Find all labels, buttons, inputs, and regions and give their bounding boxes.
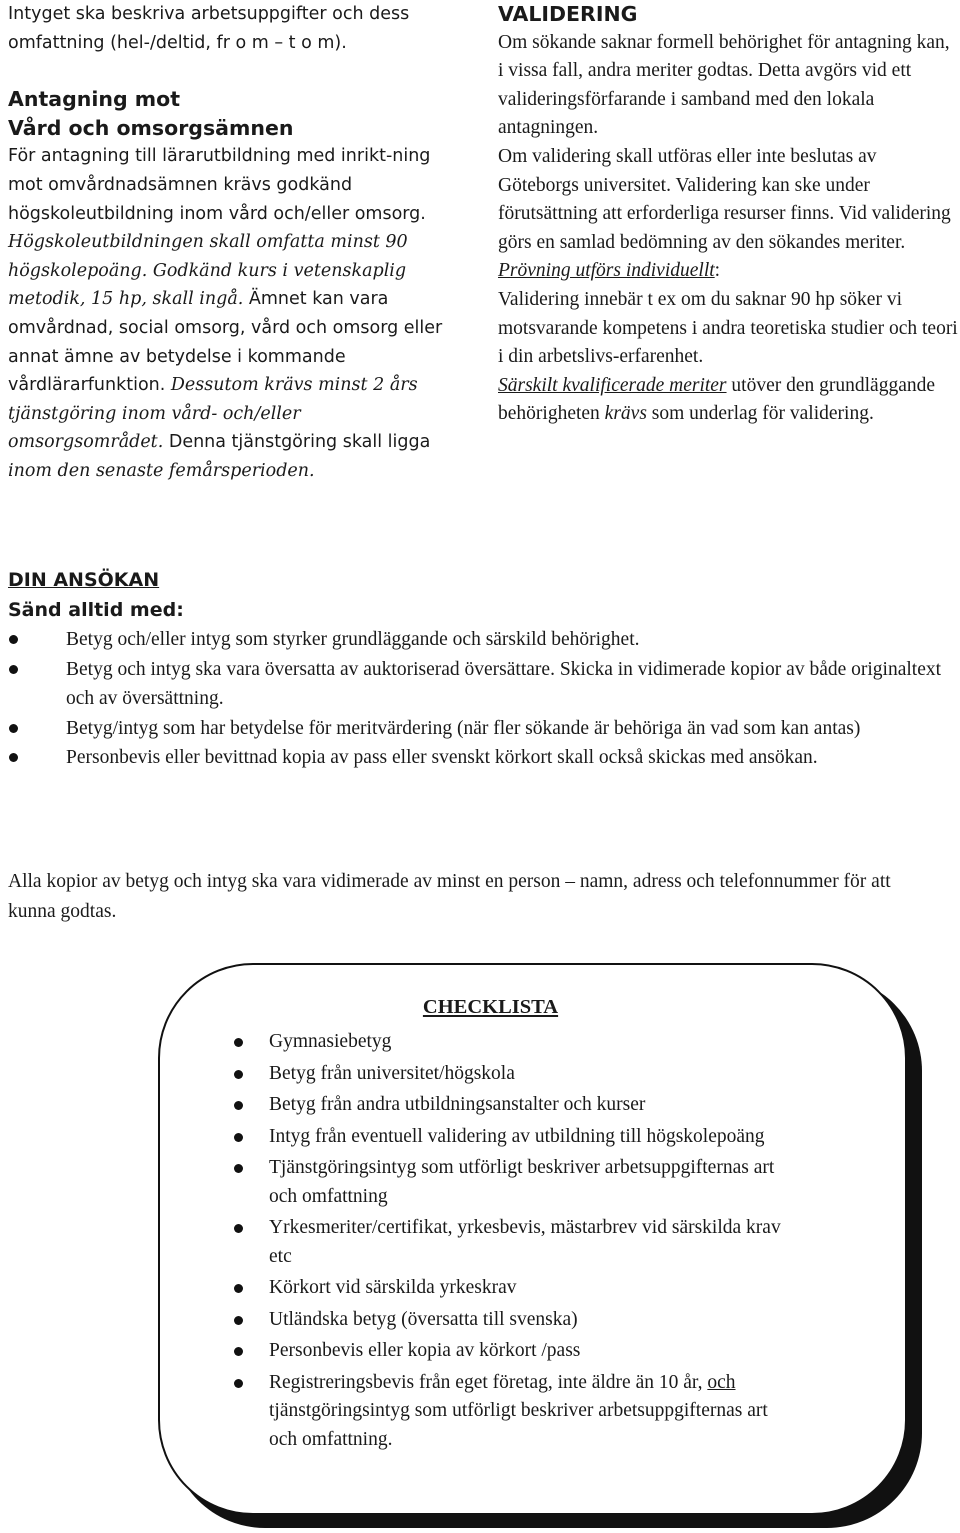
- list-item: Betyg/intyg som har betydelse för meritvärdering (när fler sökande är behöriga än vad som kan antas): [8, 714, 958, 744]
- list-item: Betyg och/eller intyg som styrker grundläggande och särskild behörighet.: [8, 625, 958, 655]
- right-column: [498, 0, 958, 429]
- admission-paragraph: [8, 142, 460, 485]
- heading-line-1: Antagning mot: [8, 87, 181, 112]
- validation-heading: VALIDERING: [498, 2, 638, 26]
- validation-paragraph-5: [498, 372, 958, 429]
- italic-run: Högskoleutbildningen skall omfatta minst 90 högskolepoäng. Godkänd kurs i vetenskaplig metodik, 15 hp, skall ingå.: [8, 232, 408, 310]
- copies-note: Alla kopior av betyg och intyg ska vara vidimerade av minst en person – namn, adress och telefonnummer för att kunna godtas.: [8, 871, 891, 922]
- checklist-title: CHECKLISTA: [422, 996, 559, 1018]
- list-item: Betyg från universitet/högskola: [234, 1060, 794, 1089]
- checklist-list: [234, 1028, 794, 1457]
- application-list: [8, 625, 958, 773]
- text-run: som underlag för validering.: [646, 403, 874, 425]
- section-heading: [8, 85, 460, 142]
- italic-run: krävs: [604, 403, 647, 425]
- list-item: Utländska betyg (översatta till svenska): [234, 1306, 794, 1335]
- text-run: :: [714, 260, 721, 282]
- heading-line-2: Vård och omsorgsämnen: [8, 115, 294, 140]
- application-section: [8, 566, 958, 773]
- list-item: Personbevis eller bevittnad kopia av pass eller svenskt körkort skall också skickas med ansökan.: [8, 743, 958, 773]
- intro-text: Intyget ska beskriva arbetsuppgifter och dess omfattning (hel-/deltid, fr o m – t o m).: [8, 4, 410, 53]
- validation-paragraph-3: [498, 257, 958, 286]
- application-subheading: Sänd alltid med:: [8, 598, 184, 621]
- italic-run: Särskilt kvalificerade meriter: [498, 374, 727, 396]
- list-item: Betyg och intyg ska vara översatta av auktoriserad översättare. Skicka in vidimerade kopior av både originaltext och av översättning.: [8, 655, 958, 714]
- list-item: Tjänstgöringsintyg som utförligt beskriver arbetsuppgifternas art och omfattning: [234, 1154, 794, 1211]
- validation-paragraph-4: Validering innebär t ex om du saknar 90 hp söker vi motsvarande kompetens i andra teoretiska studier och teori i din arbetslivs-erfarenhet.: [498, 288, 958, 368]
- validation-paragraph-2: Om validering skall utföras eller inte beslutas av Göteborgs universitet. Validering kan ske under förutsättning att erforderliga resurser finns. Vid validering görs en samlad bedömning av den sökandes meriter.: [498, 145, 951, 253]
- italic-run: Dessutom krävs minst 2 års tjänstgöring inom vård- och/eller omsorgsområdet.: [8, 375, 418, 453]
- italic-run: Prövning utförs individuellt: [498, 260, 715, 282]
- list-item: [234, 1369, 794, 1455]
- list-item: Körkort vid särskilda yrkeskrav: [234, 1274, 794, 1303]
- text-run: och: [707, 1371, 736, 1393]
- validation-paragraph-1: Om sökande saknar formell behörighet för antagning kan, i vissa fall, andra meriter godtas. Detta avgörs vid ett valideringsförfarande i samband med den lokala antagningen.: [498, 31, 950, 139]
- application-heading: DIN ANSÖKAN: [8, 569, 160, 591]
- left-column: [8, 0, 460, 486]
- text-run: utöver den grundläggande behörigheten: [498, 374, 936, 425]
- list-item: Betyg från andra utbildningsanstalter och kurser: [234, 1091, 794, 1120]
- text-run: Denna tjänstgöring skall ligga: [163, 432, 431, 453]
- text-run: tjänstgöringsintyg som utförligt beskriver arbetsuppgifternas art och omfattning.: [269, 1400, 768, 1450]
- list-item: Personbevis eller kopia av körkort /pass: [234, 1337, 794, 1366]
- text-run: För antagning till lärarutbildning med inrikt-ning mot omvårdnadsämnen krävs godkänd högskoleutbildning inom vård och/eller omsorg.: [8, 146, 431, 224]
- list-item: Intyg från eventuell validering av utbildning till högskolepoäng: [234, 1123, 794, 1152]
- italic-run: inom den senaste femårsperioden.: [8, 460, 315, 481]
- text-run: Registreringsbevis från eget företag, inte äldre än 10 år,: [269, 1371, 708, 1393]
- text-run: Ämnet kan vara omvårdnad, social omsorg, vård och omsorg eller annat ämne av betydelse i kommande vårdlärarfunktion.: [8, 289, 443, 396]
- list-item: Yrkesmeriter/certifikat, yrkesbevis, mästarbrev vid särskilda krav etc: [234, 1214, 794, 1271]
- list-item: Gymnasiebetyg: [234, 1028, 794, 1057]
